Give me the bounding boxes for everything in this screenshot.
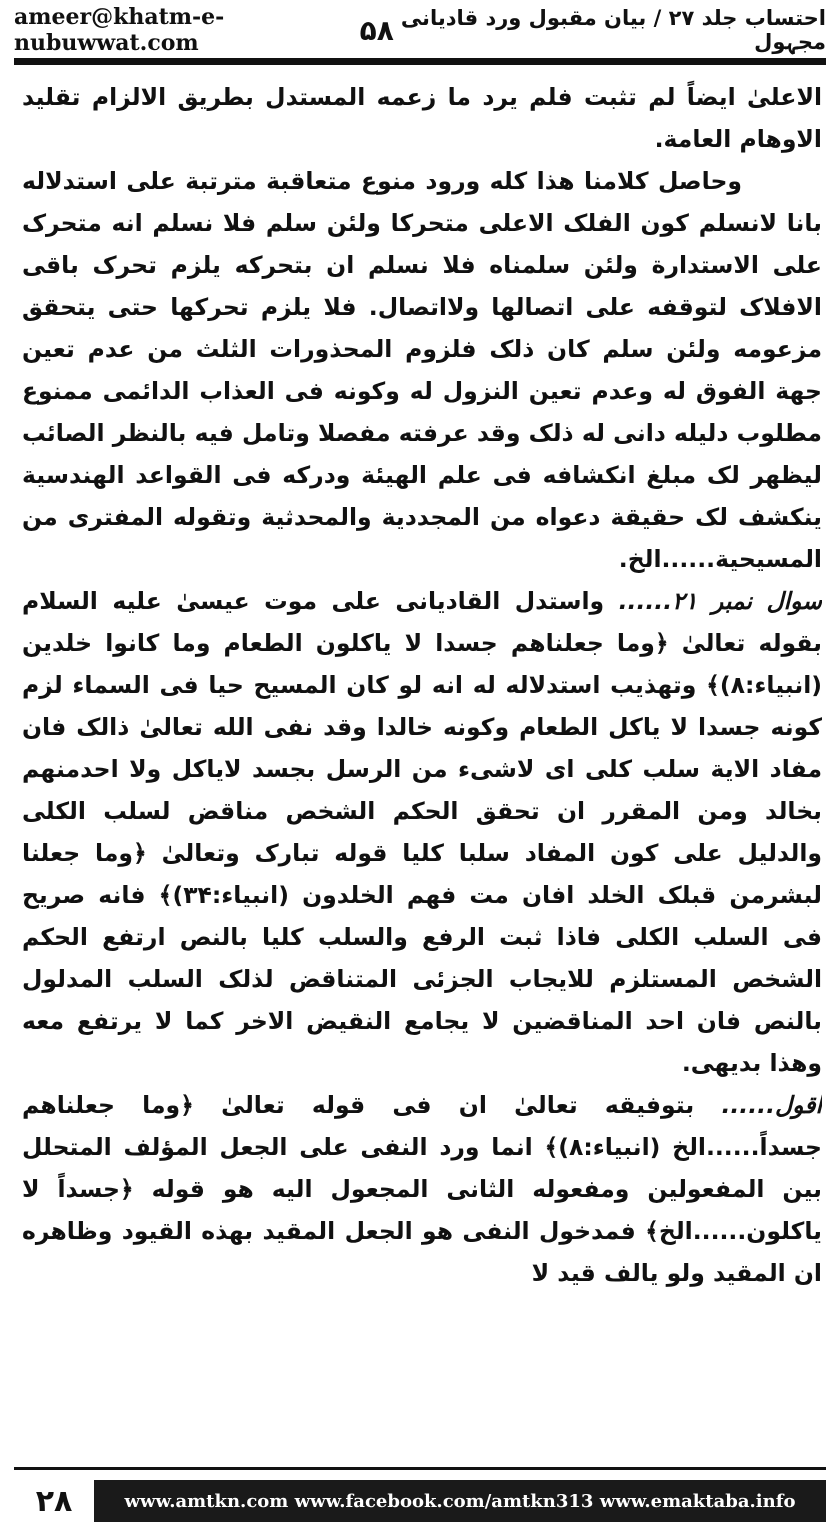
question-paragraph xyxy=(22,580,822,1084)
page-header xyxy=(14,4,826,56)
footer-links-bar xyxy=(94,1480,826,1522)
answer-text: بتوفیقه تعالیٰ ان فی قوله تعالیٰ ﴿وما جعلناهم جسداً......الخ (انبیاء:۸)﴾ انما ورد النفی علی الجعل المؤلف المتحلل بین المفعولین ومفعوله الثانی المجعول الیه هو قوله ﴿جسداً لا یاکلون......الخ﴾ فمدخول النفی هو الجعل المقید بهذه القیود وظاهره ان المقید ولو یالف قید لا xyxy=(22,1091,822,1287)
page-body xyxy=(22,76,822,1452)
header-email[interactable]: ameer@khatm-e-nubuwwat.com xyxy=(14,4,225,56)
footer-page-number: ۲۸ xyxy=(35,1483,73,1519)
footer-rule xyxy=(14,1467,826,1470)
header-title: احتساب جلد ۲۷ / بیان مقبول ورد قادیانی مجہول xyxy=(400,6,826,54)
footer-links[interactable]: www.amtkn.com www.facebook.com/amtkn313 www.emaktaba.info xyxy=(124,1490,796,1512)
header-left xyxy=(14,4,394,56)
answer-label: اقول...... xyxy=(721,1091,822,1119)
paragraph-2: وحاصل کلامنا هذا کله ورود منوع متعاقبة مترتبة علی استدلاله بانا لانسلم کون الفلک الاعلی متحرکا ولئن سلم فلا نسلم انه متحرک علی الاستدارة ولئن سلمناه فلا نسلم ان بتحرکه یلزم تحرک باقی الافلاک لتوقفه علی اتصالها ولااتصال. فلا یلزم تحرکها حتی یتحقق مزعومه ولئن سلم کان ذلک فلزوم المحذورات الثلث من عدم تعین جهة الفوق له وعدم تعین النزول له وکونه فی العذاب الدائمی ممنوع مطلوب دلیله دانی له ذلک وقد عرفته مفصلا وتامل فیه بالنظر الصائب لیظهر لک مبلغ انکشافه فی علم الهیئة ودرکه فی القواعد الهندسیة ینکشف لک حقیقة دعواه من المجددیة والمحدثیة وتقوله المفتری من المسیحیة......الخ. xyxy=(22,167,822,573)
paragraph-1: الاعلیٰ ایضاً لم تثبت فلم یرد ما زعمه المستدل بطریق الالزام تقلید الاوهام العامة. xyxy=(22,83,822,153)
page-footer xyxy=(14,1474,826,1528)
question-text: واستدل القادیانی علی موت عیسیٰ علیه السلام بقوله تعالیٰ ﴿وما جعلناهم جسدا لا یاکلون الطعام وما کانوا خلدین (انبیاء:۸)﴾ وتهذیب استدلاله له انه لو کان المسیح حیا فی السماء لزم کونه جسدا لا یاکل الطعام وکونه خالدا وقد نفی الله تعالیٰ ذالک فان مفاد الایة سلب کلی ای لاشیء من الرسل بجسد لایاکل ولا احدمنهم بخالد ومن المقرر ان تحقق الحکم الشخص مناقض لسلب الکلی والدلیل علی کون المفاد سلبا کلیا قوله تبارک وتعالیٰ ﴿وما جعلنا لبشرمن قبلک الخلد افان مت فهم الخلدون (انبیاء:۳۴)﴾ فانه صریح فی السلب الکلی فاذا ثبت الرفع والسلب کلیا بالنص ارتفع الحکم الشخص المستلزم للایجاب الجزئی المتناقض لذلک السلب المدلول بالنص فان احد المناقضین لا یجامع النقیض الاخر کما لا یرتفع معه وهذا بدیهی. xyxy=(22,587,822,1077)
answer-paragraph xyxy=(22,1084,822,1294)
header-page-number: ۵۸ xyxy=(359,13,394,47)
question-label: سوال نمبر ۲۱...... xyxy=(618,587,822,615)
header-rule xyxy=(14,58,826,65)
